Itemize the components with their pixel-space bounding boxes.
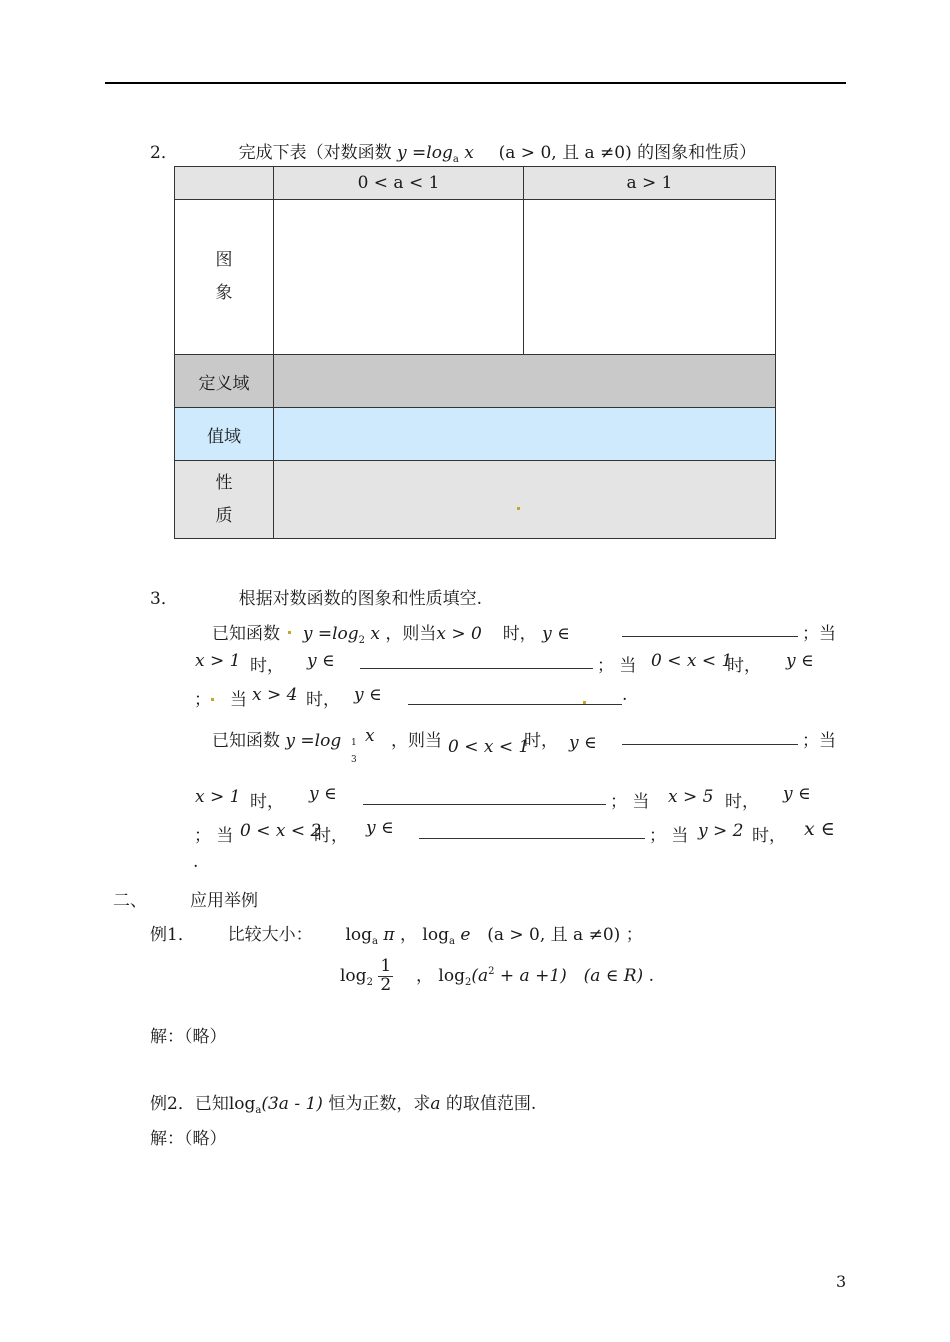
ex1-cond2: (a ∈ R): [583, 965, 644, 986]
ex2-tail: 的取值范围.: [445, 1094, 537, 1114]
domain-cell: [274, 355, 776, 408]
log-properties-table: [174, 166, 776, 539]
graph-label-2: 象: [215, 283, 233, 303]
graph-label: [175, 200, 274, 355]
q2-number: 2．: [150, 143, 178, 163]
table-row-graph: [175, 200, 776, 355]
ex1-comma2: ，: [415, 965, 433, 986]
table-head-empty: [175, 167, 274, 200]
q3-p1-yin3: y ∈: [786, 651, 814, 671]
q3-number: 3．: [150, 589, 178, 609]
properties-label-1: 性: [215, 472, 233, 493]
stray-mark: [517, 507, 520, 510]
ex1-comma: ，: [399, 925, 417, 945]
q3-p2-cond1: 0 < x < 1: [448, 737, 530, 757]
q3-p1-then: ，则当: [385, 624, 437, 644]
q3-p1-blank2[interactable]: [360, 654, 593, 669]
q3-p2-line1: [212, 726, 341, 751]
q3-line: [150, 584, 482, 609]
q2-text: 完成下表（对数函数: [238, 143, 392, 163]
ex1-log1-arg: π: [383, 925, 395, 945]
q3-p1-yin2: y ∈: [307, 651, 335, 671]
ex2-text: 恒为正数，求: [328, 1094, 431, 1114]
q3-p1-cond3: 0 < x < 1: [651, 651, 733, 671]
q3-p1-semi2: ； 当: [597, 656, 637, 676]
ex1-end: .: [648, 965, 654, 986]
q3-p1-line1: [212, 619, 570, 644]
ex1-label: 例1．: [150, 925, 195, 945]
properties-label-2: 质: [215, 505, 233, 526]
q3-p1-cond1: x > 0: [436, 624, 482, 644]
q3-p1-end: .: [622, 685, 628, 705]
range-cell: [274, 408, 776, 461]
stray-mark: [583, 701, 586, 704]
q3-p2-cond5: y > 2: [698, 821, 744, 841]
table-head-col1: 0 < a < 1: [274, 167, 524, 200]
q3-p1-yin4: y ∈: [354, 685, 382, 705]
q3-p2-function: y =log: [285, 731, 342, 751]
ex1-frac-num: 1: [380, 956, 392, 976]
q3-p1-var: x: [370, 624, 380, 644]
q3-p1-when1: 时，: [502, 624, 537, 644]
q3-p2-blank1[interactable]: [622, 730, 798, 745]
q3-p2-cond2: x > 1: [195, 787, 241, 807]
ex1-log4-arg-a: (a: [471, 965, 489, 986]
q3-p2-end: .: [193, 852, 199, 872]
q3-p2-base-frac: [351, 738, 357, 766]
table-row-properties: [175, 461, 776, 539]
section-title: 应用举例: [190, 891, 258, 911]
solution-2: 解：（略）: [150, 1129, 227, 1149]
q3-p2-yin4: y ∈: [366, 818, 394, 838]
q3-p1-semi3: ；: [194, 690, 211, 710]
ex1-log1-base: a: [372, 936, 378, 947]
ex1-frac-den: 2: [380, 974, 392, 995]
q3-p2-var: x: [365, 726, 375, 746]
q3-p2-blank4[interactable]: [419, 824, 645, 839]
ex2-label: 例2．已知: [150, 1094, 229, 1114]
q2-line: [150, 138, 756, 163]
q2-tail: 的图象和性质）: [637, 143, 757, 163]
q2-condition: (a > 0, 且 a ≠0): [498, 143, 632, 163]
q3-p2-when2: 时，: [250, 792, 284, 812]
table-header-row: [175, 167, 776, 200]
q3-p2-then: ，则当: [391, 731, 442, 751]
q2-formula-base: a: [452, 154, 459, 165]
q3-p2-when5: 时，: [752, 826, 786, 846]
q3-p2-semi4: ； 当: [649, 826, 689, 846]
stray-mark: [211, 698, 214, 701]
section-number: 二、: [113, 891, 147, 911]
q3-p1-when4: 时，: [306, 690, 340, 710]
page-number: 3: [836, 1272, 847, 1291]
ex1-log2: log: [422, 925, 449, 945]
ex1-log4-sup: 2: [488, 965, 495, 977]
q3-p1-given: 已知函数: [212, 624, 280, 644]
q3-p2-when4: 时，: [314, 826, 348, 846]
ex1-fraction: [378, 958, 393, 995]
ex1-log4-arg-b: + a +1): [494, 965, 567, 986]
q3-p2-cond3: x > 5: [668, 787, 714, 807]
q3-p1-blank1[interactable]: [622, 622, 798, 637]
q2-formula: y =log: [397, 143, 453, 163]
ex1-text: 比较大小：: [227, 925, 313, 945]
domain-label: 定义域: [175, 355, 274, 408]
ex2-var: a: [430, 1094, 441, 1114]
ex2-log-base: a: [255, 1105, 262, 1116]
q3-p2-yin1: y ∈: [569, 733, 597, 753]
ex2-line: [150, 1089, 536, 1114]
properties-label: [175, 461, 274, 539]
q3-p1-blank4[interactable]: [408, 690, 622, 705]
q3-text: 根据对数函数的图象和性质填空.: [238, 589, 483, 609]
solution-1: 解：（略）: [150, 1027, 227, 1047]
q3-p1-base: 2: [358, 635, 365, 646]
q3-p2-given: 已知函数: [212, 731, 280, 751]
q3-p1-function: y =log: [302, 624, 359, 644]
ex1-log4: log: [438, 965, 465, 986]
ex1-semi: ；: [625, 925, 643, 945]
q3-p1-when3: 时，: [727, 656, 761, 676]
q3-p1-cond4: x > 4: [252, 685, 298, 705]
table-row-domain: [175, 355, 776, 408]
ex2-log: log: [228, 1094, 256, 1114]
q3-p2-xin: x ∈: [804, 818, 835, 840]
q3-p1-cond2: x > 1: [195, 651, 241, 671]
q3-p2-when3: 时，: [725, 792, 759, 812]
q3-p2-semi1: ；当: [802, 731, 836, 751]
graph-cell-col2: [524, 200, 776, 355]
ex1-log2-base: a: [448, 936, 455, 947]
q3-p1-when2: 时，: [250, 656, 284, 676]
q3-p2-blank2[interactable]: [363, 790, 606, 805]
q3-p2-when1: 时，: [524, 731, 558, 751]
table-row-range: [175, 408, 776, 461]
q3-p1-yin1: y ∈: [542, 624, 570, 644]
ex1-log1: log: [345, 925, 373, 945]
q3-p2-yin2: y ∈: [309, 784, 337, 804]
ex1-log4-base: 2: [464, 976, 472, 988]
range-label: 值域: [175, 408, 274, 461]
q3-p2-base-num: 1: [351, 738, 357, 748]
stray-mark: [288, 631, 291, 634]
ex1-cond: (a > 0, 且 a ≠0): [487, 925, 621, 945]
q3-p1-dang3: 当: [230, 690, 247, 710]
table-head-col2: a > 1: [524, 167, 776, 200]
ex1-log3-base: 2: [366, 976, 373, 988]
q3-p2-cond4: 0 < x < 2: [240, 821, 322, 841]
ex2-log-arg: (3a - 1): [261, 1094, 323, 1114]
ex1-log3: log: [340, 965, 367, 986]
ex1-line2: [340, 958, 654, 995]
q3-p2-dang3: ； 当: [194, 826, 234, 846]
q3-p2-yin3: y ∈: [783, 784, 811, 804]
graph-cell-col1: [274, 200, 524, 355]
properties-cell: [274, 461, 776, 539]
graph-label-1: 图: [215, 250, 233, 270]
header-rule: [105, 82, 846, 84]
q3-p2-semi2: ； 当: [610, 792, 650, 812]
q3-p2-base-den: 3: [351, 755, 357, 765]
ex1-line1: [150, 920, 643, 945]
ex1-log2-arg: e: [460, 925, 471, 945]
q2-formula-var: x: [464, 143, 474, 163]
q3-p1-semi1: ；当: [802, 624, 836, 644]
